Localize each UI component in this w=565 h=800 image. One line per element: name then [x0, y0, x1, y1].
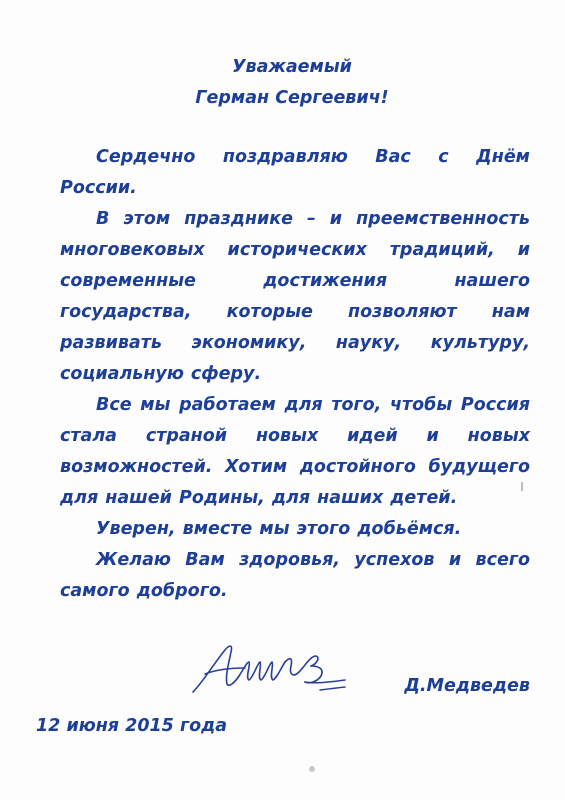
paragraph-confidence: Уверен, вместе мы этого добьёмся. — [96, 519, 462, 539]
paragraph-greeting: Сердечно поздравляю Вас с Днём России. — [60, 147, 530, 198]
letter-text — [60, 142, 530, 607]
salutation-line-1: Уважаемый — [232, 57, 352, 77]
signature-block — [60, 632, 530, 702]
paragraph-work: Все мы работаем для того, чтобы Россия стала страной новых идей и новых возможностей. Хотим достойного будущего для нашей Родины, для наших детей. — [60, 395, 530, 508]
paper-mark — [309, 766, 315, 772]
salutation — [60, 52, 530, 114]
paragraph-wishes: Желаю Вам здоровья, успехов и всего самого доброго. — [60, 550, 530, 601]
letter-body — [36, 52, 530, 736]
paragraph-holiday: В этом празднике – и преемственность многовековых исторических традиций, и современные достижения нашего государства, которые позволяют нам развивать экономику, науку, культуру, социальную сферу. — [60, 209, 530, 384]
letter-date: 12 июня 2015 года — [36, 716, 228, 736]
paper-speck — [521, 482, 523, 491]
signer-name: Д.Медведев — [404, 676, 530, 696]
handwritten-signature-icon — [185, 632, 360, 702]
salutation-line-2: Герман Сергеевич! — [195, 88, 389, 108]
